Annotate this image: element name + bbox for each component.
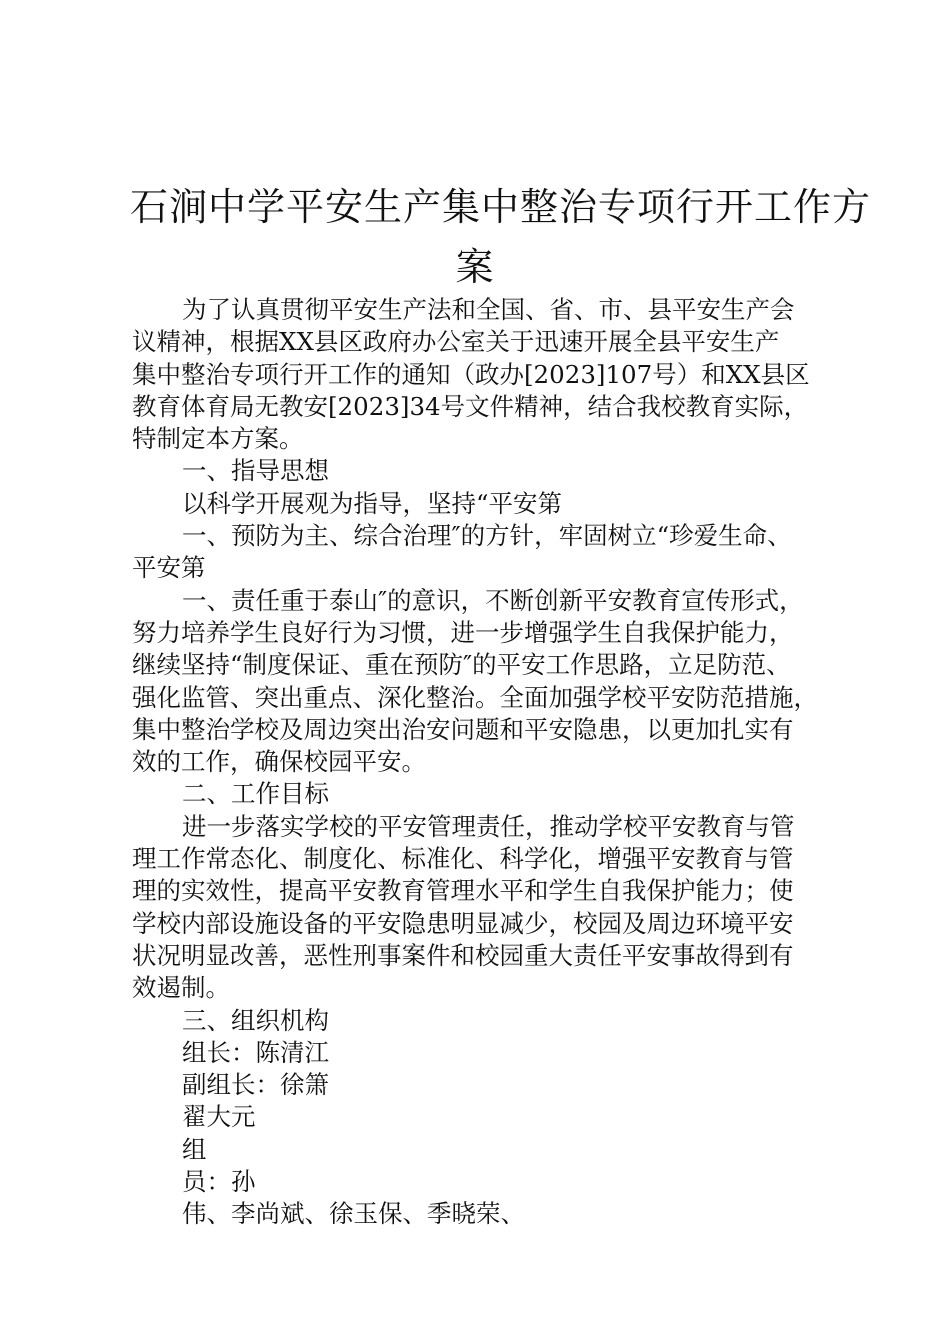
org-line: 员：孙: [182, 1167, 256, 1197]
goals-paragraph: [132, 811, 828, 1005]
org-line: 副组长：徐箫: [182, 1070, 329, 1100]
text-line: 教育体育局无教安[2023]34号文件精神，结合我校教育实际，: [132, 391, 809, 421]
text-line: 一、预防为主、综合治理″的方针，牢固树立“珍爱生命、: [182, 521, 792, 551]
document-body: [132, 294, 828, 1231]
guiding-paragraph-c: [132, 585, 828, 779]
section-1-heading: 一、指导思想: [182, 456, 329, 486]
guiding-paragraph-b: [132, 520, 828, 585]
text-line: 继续坚持“制度保证、重在预防″的平安工作思路，立足防范、: [132, 650, 791, 680]
text-line: 效遏制。: [132, 973, 230, 1003]
document-title: [130, 177, 872, 297]
text-line: 集中整治学校及周边突出治安问题和平安隐患，以更加扎实有: [132, 714, 794, 744]
text-line: 效的工作，确保校园平安。: [132, 747, 426, 777]
text-line: 一、责任重于泰山″的意识，不断创新平安教育宣传形式，: [182, 585, 804, 615]
text-line: 特制定本方案。: [132, 424, 304, 454]
text-line: 平安第: [132, 553, 206, 583]
org-line: 伟、李尚斌、徐玉保、季晓荣、: [182, 1199, 525, 1229]
org-line: 组长：陈清江: [182, 1037, 329, 1067]
text-line: 理的实效性，提高平安教育管理水平和学生自我保护能力；使: [132, 876, 794, 906]
text-line: 强化监管、突出重点、深化整治。全面加强学校平安防范措施，: [132, 682, 818, 712]
text-line: 学校内部设施设备的平安隐患明显减少，校园及周边环境平安: [132, 908, 794, 938]
text-line: 以科学开展观为指导，坚持“平安第: [182, 488, 563, 518]
title-line-2: 案: [455, 245, 495, 289]
text-line: 集中整治专项行开工作的通知（政办[2023]107号）和XX县区: [132, 359, 810, 389]
title-line-1: 石涧中学平安生产集中整治专项行开工作方: [130, 185, 872, 229]
intro-paragraph: [132, 294, 828, 455]
section-3-heading: 三、组织机构: [182, 1005, 329, 1035]
org-line: 组: [182, 1134, 207, 1164]
org-line: 翟大元: [182, 1102, 256, 1132]
section-2-heading: 二、工作目标: [182, 779, 329, 809]
text-line: 努力培养学生良好行为习惯，进一步增强学生自我保护能力，: [132, 617, 794, 647]
text-line: 为了认真贯彻平安生产法和全国、省、市、县平安生产会: [182, 295, 795, 324]
text-line: 议精神，根据XX县区政府办公室关于迅速开展全县平安生产: [132, 327, 780, 357]
text-line: 理工作常态化、制度化、标准化、科学化，增强平安教育与管: [132, 844, 794, 874]
text-line: 进一步落实学校的平安管理责任，推动学校平安教育与管: [182, 811, 795, 841]
text-line: 状况明显改善，恶性刑事案件和校园重大责任平安事故得到有: [132, 940, 794, 970]
